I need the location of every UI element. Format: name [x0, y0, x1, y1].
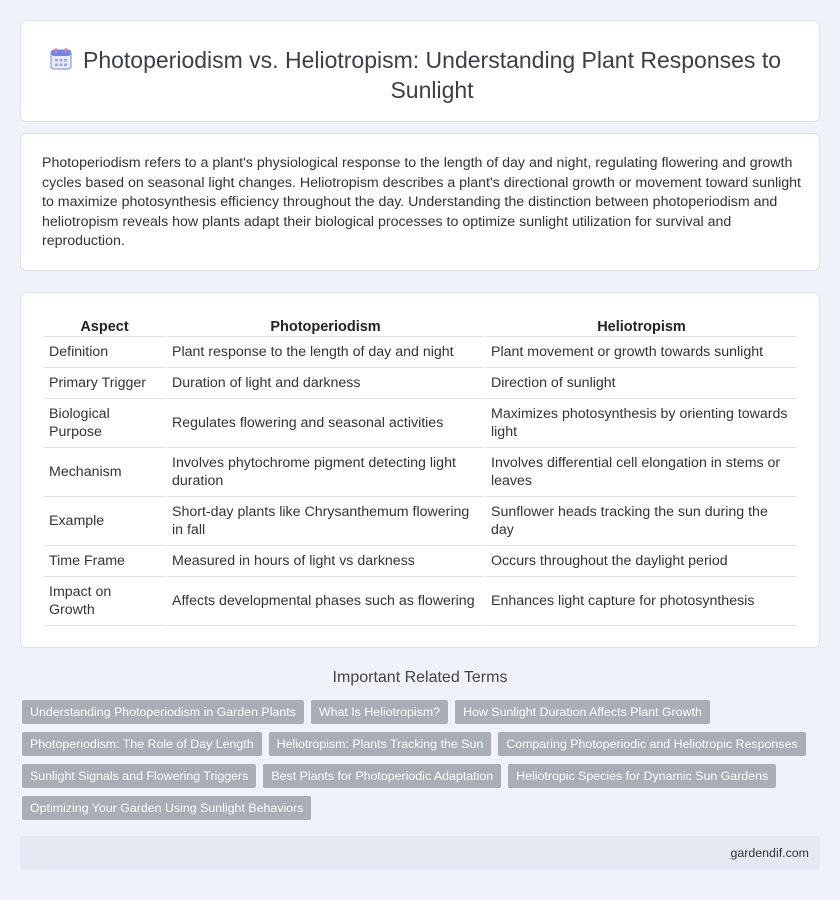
related-term-link[interactable]: Photoperiodism: The Role of Day Length: [22, 732, 262, 756]
row-aspect: Primary Trigger: [44, 368, 165, 399]
row-heliotropism: Involves differential cell elongation in stems or leaves: [486, 448, 797, 497]
table-row: [44, 546, 797, 577]
comparison-table-card: [20, 292, 820, 648]
related-term-link[interactable]: Understanding Photoperiodism in Garden Plants: [22, 700, 304, 724]
table-row: [44, 337, 797, 368]
row-heliotropism: Sunflower heads tracking the sun during the day: [486, 497, 797, 546]
related-term-link[interactable]: What Is Heliotropism?: [311, 700, 448, 724]
row-aspect: Example: [44, 497, 165, 546]
page-title: Photoperiodism vs. Heliotropism: Understanding Plant Responses to Sunlight: [82, 47, 782, 103]
intro-card: [20, 133, 820, 271]
related-term-link[interactable]: Comparing Photoperiodic and Heliotropic Responses: [498, 732, 805, 756]
related-term-link[interactable]: Heliotropism: Plants Tracking the Sun: [269, 732, 492, 756]
row-heliotropism: Occurs throughout the daylight period: [486, 546, 797, 577]
header-heliotropism: Heliotropism: [486, 315, 797, 337]
table-row: [44, 577, 797, 626]
intro-paragraph: Photoperiodism refers to a plant's physiological response to the length of day and night, regulating flowering and growth cycles based on seasonal light changes. Heliotropism describes a plant's directional growth or movement toward sunlight to maximize photosynthesis efficiency throughout the day. Understanding the distinction between photoperiodism and heliotropism reveals how plants adapt their biological processes to optimize sunlight utilization for survival and reproduction.: [42, 155, 801, 250]
row-aspect: Mechanism: [44, 448, 165, 497]
table-row: [44, 497, 797, 546]
comparison-table: [42, 315, 799, 626]
row-aspect: Time Frame: [44, 546, 165, 577]
row-photoperiodism: Affects developmental phases such as flowering: [167, 577, 484, 626]
related-term-link[interactable]: How Sunlight Duration Affects Plant Growth: [455, 700, 710, 724]
related-term-link[interactable]: Optimizing Your Garden Using Sunlight Behaviors: [22, 796, 311, 820]
row-photoperiodism: Duration of light and darkness: [167, 368, 484, 399]
header-photoperiodism: Photoperiodism: [167, 315, 484, 337]
related-term-link[interactable]: Best Plants for Photoperiodic Adaptation: [263, 764, 501, 788]
footer: [20, 836, 820, 870]
row-photoperiodism: Involves phytochrome pigment detecting light duration: [167, 448, 484, 497]
table-row: [44, 448, 797, 497]
row-photoperiodism: Measured in hours of light vs darkness: [167, 546, 484, 577]
table-header-row: [44, 315, 797, 337]
title-card: [20, 20, 820, 122]
row-heliotropism: Plant movement or growth towards sunlight: [486, 337, 797, 368]
related-terms-title: Important Related Terms: [332, 669, 508, 686]
table-row: [44, 368, 797, 399]
related-term-link[interactable]: Heliotropic Species for Dynamic Sun Gardens: [508, 764, 776, 788]
row-photoperiodism: Regulates flowering and seasonal activities: [167, 399, 484, 448]
related-term-link[interactable]: Sunlight Signals and Flowering Triggers: [22, 764, 256, 788]
row-photoperiodism: Plant response to the length of day and night: [167, 337, 484, 368]
footer-site-link[interactable]: gardendif.com: [730, 846, 809, 860]
table-row: [44, 399, 797, 448]
row-heliotropism: Enhances light capture for photosynthesis: [486, 577, 797, 626]
row-aspect: Impact on Growth: [44, 577, 165, 626]
row-heliotropism: Direction of sunlight: [486, 368, 797, 399]
header-aspect: Aspect: [44, 315, 165, 337]
row-aspect: Definition: [44, 337, 165, 368]
row-photoperiodism: Short-day plants like Chrysanthemum flowering in fall: [167, 497, 484, 546]
row-heliotropism: Maximizes photosynthesis by orienting towards light: [486, 399, 797, 448]
related-terms-list: [22, 700, 812, 820]
row-aspect: Biological Purpose: [44, 399, 165, 448]
